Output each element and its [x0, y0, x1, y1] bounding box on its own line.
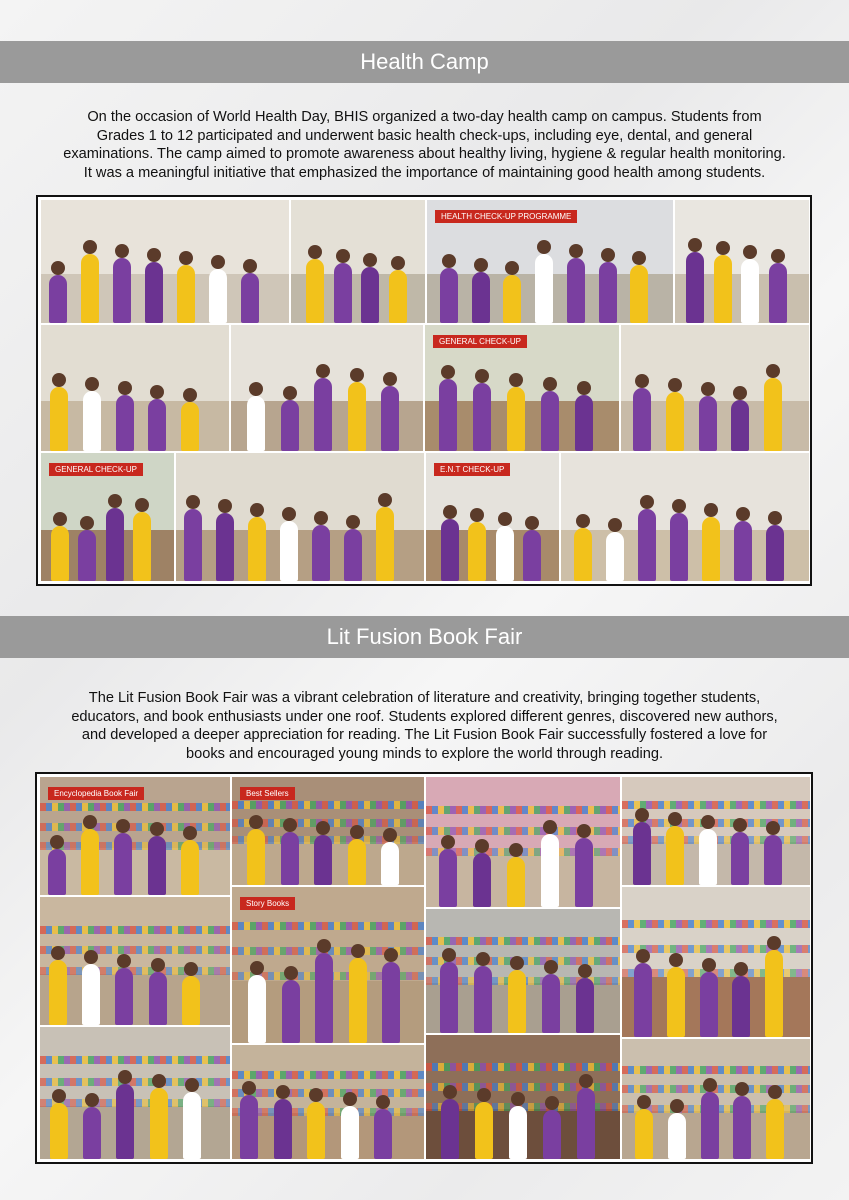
photo-book-shelves — [425, 908, 621, 1034]
person-figure — [216, 513, 234, 581]
person-figure — [468, 522, 486, 581]
book-shelf — [426, 1063, 620, 1071]
person-figure — [670, 513, 688, 581]
person-figure — [666, 392, 684, 451]
person-figure — [209, 269, 227, 323]
person-figure — [731, 400, 749, 451]
person-figure — [496, 526, 514, 581]
photo-doctor-with-student — [620, 324, 810, 452]
person-figure — [184, 509, 202, 581]
person-figure — [702, 517, 720, 581]
person-figure — [542, 974, 560, 1033]
person-figure — [635, 1109, 653, 1159]
person-figure — [567, 258, 585, 323]
person-figure — [686, 252, 704, 323]
photo-general-checkup-small — [40, 452, 175, 582]
person-figure — [177, 265, 195, 323]
person-figure — [541, 834, 559, 907]
person-figure — [474, 966, 492, 1033]
person-figure — [344, 529, 362, 581]
person-figure — [81, 829, 99, 895]
photo-student-height-check — [290, 199, 426, 324]
photo-background — [41, 325, 229, 401]
person-figure — [81, 254, 99, 323]
person-figure — [575, 395, 593, 451]
person-figure — [507, 387, 525, 451]
person-figure — [765, 950, 783, 1037]
person-figure — [508, 970, 526, 1033]
person-figure — [51, 526, 69, 581]
photo-sign-label: GENERAL CHECK-UP — [49, 463, 143, 476]
person-figure — [248, 517, 266, 581]
person-figure — [306, 259, 324, 323]
photo-general-checkup-table — [230, 324, 424, 452]
person-figure — [116, 395, 134, 451]
person-figure — [732, 976, 750, 1037]
book-shelf — [232, 801, 424, 809]
health-camp-collage — [36, 195, 812, 586]
person-figure — [668, 1113, 686, 1159]
person-figure — [634, 963, 652, 1037]
photo-floor — [40, 848, 230, 895]
person-figure — [638, 509, 656, 581]
health-line-1: On the occasion of World Health Day, BHIS organized a two-day health camp on campus. Students from — [87, 109, 762, 125]
person-figure — [183, 1092, 201, 1159]
photo-general-checkup-desk — [424, 324, 620, 452]
book-shelf — [622, 801, 810, 809]
person-figure — [116, 1084, 134, 1159]
health-camp-description — [20, 108, 829, 182]
person-figure — [577, 1088, 595, 1159]
person-figure — [145, 262, 163, 323]
person-figure — [78, 530, 96, 581]
bookfair-line-4: books and encouraged young minds to explore the world through reading. — [185, 745, 664, 762]
person-figure — [315, 953, 333, 1043]
person-figure — [49, 960, 67, 1025]
person-figure — [523, 530, 541, 581]
person-figure — [133, 512, 151, 581]
person-figure — [341, 1106, 359, 1159]
person-figure — [575, 838, 593, 907]
person-figure — [699, 396, 717, 451]
health-line-2: Grades 1 to 12 participated and underwent basic health check-ups, including eye, dental, and general — [96, 127, 753, 144]
health-camp-title: Health Camp — [0, 41, 849, 83]
photo-students-reading-books — [231, 1044, 425, 1160]
person-figure — [440, 962, 458, 1033]
person-figure — [281, 400, 299, 451]
person-figure — [599, 262, 617, 323]
book-shelf — [232, 1089, 424, 1097]
person-figure — [766, 1099, 784, 1159]
person-figure — [381, 842, 399, 885]
photo-hall-overview — [621, 776, 811, 886]
person-figure — [106, 508, 124, 581]
person-figure — [503, 275, 521, 323]
person-figure — [633, 822, 651, 885]
person-figure — [543, 1110, 561, 1159]
photo-sign-label: Best Sellers — [240, 787, 295, 800]
person-figure — [376, 507, 394, 581]
person-figure — [348, 382, 366, 451]
person-figure — [334, 263, 352, 323]
person-figure — [576, 978, 594, 1033]
person-figure — [473, 383, 491, 451]
person-figure — [361, 267, 379, 323]
person-figure — [441, 1099, 459, 1159]
person-figure — [382, 962, 400, 1043]
person-figure — [240, 1095, 258, 1159]
person-figure — [764, 378, 782, 451]
book-shelf — [40, 946, 230, 954]
person-figure — [509, 1106, 527, 1159]
photo-group-health-banner — [426, 199, 674, 324]
person-figure — [307, 1102, 325, 1159]
person-figure — [472, 272, 490, 323]
book-shelf — [622, 945, 810, 953]
person-figure — [248, 975, 266, 1043]
book-shelf — [622, 1066, 810, 1074]
person-figure — [348, 839, 366, 885]
photo-sign-label: GENERAL CHECK-UP — [433, 335, 527, 348]
person-figure — [731, 832, 749, 885]
photo-background — [40, 897, 230, 974]
person-figure — [535, 254, 553, 323]
person-figure — [606, 532, 624, 581]
photo-boys-reading-sofa — [425, 1034, 621, 1160]
person-figure — [734, 521, 752, 581]
person-figure — [281, 832, 299, 885]
photo-encyclopedia-stall — [39, 776, 231, 896]
photo-floor — [40, 974, 230, 1025]
photo-floor — [232, 1113, 424, 1159]
book-shelf — [622, 819, 810, 827]
person-figure — [349, 958, 367, 1043]
photo-sign-label: HEALTH CHECK-UP PROGRAMME — [435, 210, 577, 223]
person-figure — [274, 1099, 292, 1159]
health-line-4: It was a meaningful initiative that emphasized the importance of maintaining good health among students. — [83, 164, 766, 181]
book-shelf — [40, 926, 230, 934]
person-figure — [314, 378, 332, 451]
person-figure — [439, 849, 457, 907]
person-figure — [282, 980, 300, 1043]
person-figure — [241, 273, 259, 323]
book-shelf — [40, 823, 230, 831]
photo-background — [40, 1027, 230, 1106]
person-figure — [441, 519, 459, 581]
person-figure — [699, 829, 717, 885]
person-figure — [149, 972, 167, 1025]
person-figure — [439, 379, 457, 451]
person-figure — [312, 525, 330, 581]
book-fair-description — [20, 689, 829, 763]
photo-dental-check — [40, 324, 230, 452]
photo-girls-browsing — [39, 896, 231, 1026]
photo-checkup-table-row — [175, 452, 425, 582]
bookfair-line-2: educators, and book enthusiasts under one roof. Students explored different genres, discovered new authors, — [71, 708, 778, 725]
person-figure — [181, 402, 199, 451]
book-shelf — [40, 842, 230, 850]
person-figure — [507, 857, 525, 907]
book-shelf — [232, 922, 424, 930]
book-shelf — [40, 1099, 230, 1107]
person-figure — [247, 396, 265, 451]
person-figure — [115, 968, 133, 1025]
person-figure — [766, 525, 784, 581]
person-figure — [82, 964, 100, 1025]
photo-sign-label: E.N.T CHECK-UP — [434, 463, 510, 476]
photo-story-books-stall — [231, 886, 425, 1044]
person-figure — [630, 265, 648, 323]
photo-sign-label: Story Books — [240, 897, 295, 910]
photo-sign-label: Encyclopedia Book Fair — [48, 787, 144, 800]
bookfair-line-1: The Lit Fusion Book Fair was a vibrant celebration of literature and creativity, bringing together students, — [88, 690, 761, 706]
person-figure — [701, 1092, 719, 1159]
photo-book-fair-hall — [39, 1026, 231, 1160]
person-figure — [50, 1103, 68, 1159]
person-figure — [83, 391, 101, 451]
person-figure — [733, 1096, 751, 1159]
book-shelf — [40, 967, 230, 975]
photo-floor — [41, 401, 229, 451]
photo-background — [232, 1045, 424, 1113]
photo-girl-at-rack — [621, 1038, 811, 1160]
book-shelf — [40, 803, 230, 811]
photo-best-sellers-stall — [231, 776, 425, 886]
person-figure — [700, 972, 718, 1037]
person-figure — [541, 391, 559, 451]
book-fair-collage — [35, 772, 813, 1164]
person-figure — [49, 275, 67, 323]
health-line-3: examinations. The camp aimed to promote awareness about healthy living, hygiene & regular health monitoring. — [63, 146, 786, 163]
photo-students-holding-cards — [40, 199, 290, 324]
person-figure — [314, 835, 332, 885]
person-figure — [48, 849, 66, 895]
person-figure — [741, 259, 759, 323]
photo-ent-checkup — [425, 452, 560, 582]
book-shelf — [40, 1056, 230, 1064]
photo-doctor-desk — [674, 199, 810, 324]
person-figure — [574, 528, 592, 581]
photo-girls-reading-wall — [425, 776, 621, 908]
photo-ent-doctor-students — [560, 452, 810, 582]
photo-reading-on-sofa — [621, 886, 811, 1038]
person-figure — [473, 853, 491, 907]
person-figure — [633, 388, 651, 451]
person-figure — [182, 976, 200, 1025]
book-shelf — [426, 937, 620, 945]
person-figure — [667, 967, 685, 1037]
person-figure — [764, 835, 782, 885]
bookfair-line-3: and developed a deeper appreciation for reading. The Lit Fusion Book Fair successfully fostered a love for — [81, 727, 768, 744]
book-fair-title: Lit Fusion Book Fair — [0, 616, 849, 658]
person-figure — [150, 1088, 168, 1159]
person-figure — [769, 263, 787, 323]
person-figure — [114, 833, 132, 895]
book-shelf — [232, 1108, 424, 1116]
person-figure — [374, 1109, 392, 1159]
person-figure — [148, 399, 166, 451]
person-figure — [181, 840, 199, 895]
book-shelf — [426, 806, 620, 814]
person-figure — [475, 1102, 493, 1159]
person-figure — [666, 826, 684, 885]
book-shelf — [232, 1071, 424, 1079]
person-figure — [381, 386, 399, 451]
person-figure — [83, 1107, 101, 1159]
book-shelf — [622, 920, 810, 928]
book-shelf — [40, 1078, 230, 1086]
person-figure — [389, 270, 407, 323]
photo-floor — [40, 1106, 230, 1159]
person-figure — [280, 521, 298, 581]
person-figure — [148, 836, 166, 895]
person-figure — [714, 255, 732, 323]
person-figure — [440, 268, 458, 323]
person-figure — [247, 829, 265, 885]
person-figure — [113, 258, 131, 323]
person-figure — [50, 387, 68, 451]
